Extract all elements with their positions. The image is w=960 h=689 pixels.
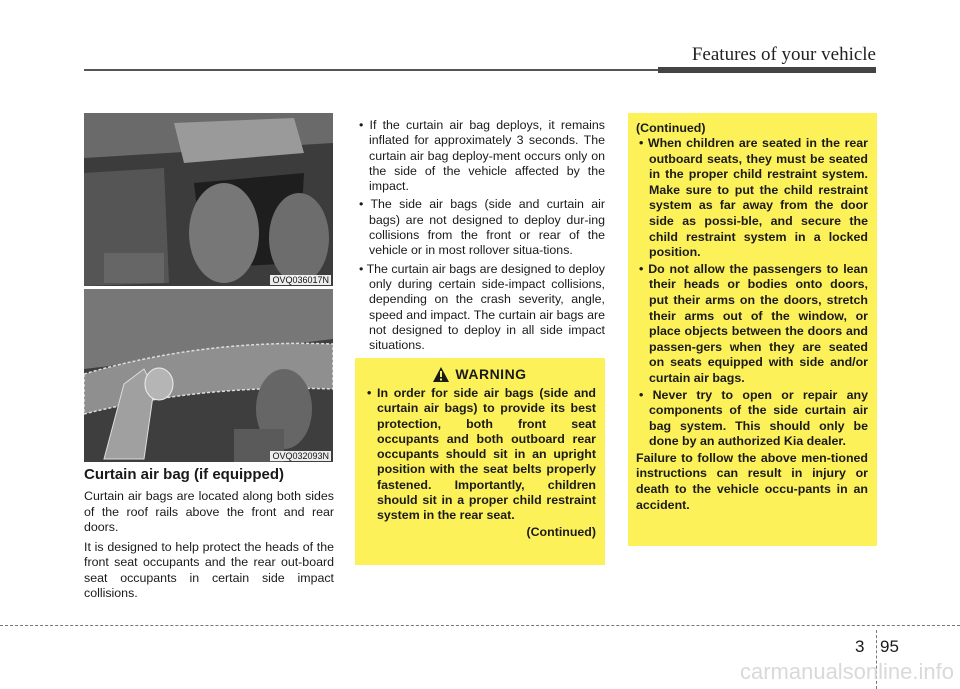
bullet-text: The curtain air bags are designed to deploy only during certain side-impact collisions, depending on the crash severity, angle, speed and impact. The curtain air bags are not designed to deploy in all side impact situations.: [366, 261, 606, 353]
footer-rule: [0, 625, 960, 626]
airbag-info-bullets: [355, 118, 605, 356]
section-paragraph: It is designed to help protect the heads of the front seat occupants and the rear out-board seat occupants in certain side impact collisions.: [84, 539, 334, 600]
header-rule-accent: [658, 67, 876, 73]
section-title: Curtain air bag (if equipped): [84, 466, 285, 483]
list-item: • Do not allow the passengers to lean their heads or bodies onto doors, put their arms on the doors, stretch their arms out of the window, or place objects between the doors and passen-gers when they are seated on seats equipped with side and/or curtain air bags.: [639, 261, 868, 385]
warning-box: [355, 358, 605, 565]
chapter-number: 3: [855, 637, 865, 656]
closing-warning: Failure to follow the above men-tioned instructions can result in injury or death to the vehicle occu-pants in an accident.: [636, 450, 868, 512]
interior-photo-2: [84, 289, 333, 462]
list-item: • If the curtain air bag deploys, it remains inflated for approximately 3 seconds. The curtain air bag deploy-ment occurs only on the side of the vehicle affected by the impact.: [359, 118, 605, 194]
page-number: 95: [880, 637, 899, 656]
page-header-title: Features of your vehicle: [691, 44, 876, 65]
photo-caption: OVQ036017N: [272, 275, 329, 285]
warning-text: Never try to open or repair any components of the side curtain air bag system. This should only be done by an authorized Kia dealer.: [649, 387, 868, 449]
list-item: • When children are seated in the rear outboard seats, they must be seated in the proper child restraint system. Make sure to put the child restraint system as far away from the door side as possi-ble, and secure the child restraint system in a locked position.: [639, 136, 868, 260]
continued-label: (Continued): [526, 524, 596, 539]
warning-heading-text: WARNING: [455, 366, 527, 382]
list-item: • The side air bags (side and curtain air bags) are not designed to deploy dur-ing collisions from the front or rear of the vehicle or in most rollover situa-tions.: [359, 197, 605, 258]
bullet-text: The side air bags (side and curtain air bags) are not designed to deploy dur-ing collisions from the front or rear of the vehicle or in most rollover situa-tions.: [369, 197, 605, 258]
continued-heading: (Continued): [636, 121, 706, 135]
curtain-airbag-section: [84, 466, 334, 606]
list-item: • Never try to open or repair any components of the side curtain air bag system. This should only be done by an authorized Kia dealer.: [639, 387, 868, 449]
section-paragraph: Curtain air bags are located along both sides of the roof rails above the front and rear doors.: [84, 489, 334, 534]
interior-photo-1: [84, 113, 333, 286]
warning-text: Do not allow the passengers to lean their heads or bodies onto doors, put their arms on the doors, stretch their arms out of the window, or place objects between the doors and passen-gers when they are seated on seats equipped with side and/or curtain air bags.: [648, 261, 868, 385]
list-item: • In order for side air bags (side and curtain air bags) to provide its best protection, both front seat occupants and both outboard rear occupants should sit in an upright position with the seat belts properly fastened. Importantly, children should sit in a proper child restraint system in the rear seat.: [367, 386, 596, 523]
warning-continued-box: [628, 113, 877, 546]
warning-text: In order for side air bags (side and curtain air bags) to provide its best protection, both front seat occupants and both outboard rear occupants should sit in an upright position with the seat belts properly fastened. Importantly, children should sit in a proper child restraint system in the rear seat.: [377, 386, 596, 523]
interior-illustration-1: [84, 113, 333, 286]
bullet-text: If the curtain air bag deploys, it remains inflated for approximately 3 seconds. The curtain air bag deploy-ment occurs only on the side of the vehicle affected by the impact.: [369, 118, 605, 194]
warning-text: When children are seated in the rear outboard seats, they must be seated in the proper child restraint system. Make sure to put the child restraint system as far away from the door side as possi-ble, and secure the child restraint system in a locked position.: [647, 136, 868, 260]
warning-heading: [364, 366, 596, 382]
photo-caption: OVQ032093N: [272, 451, 329, 461]
list-item: • The curtain air bags are designed to deploy only during certain side-impact collisions, depending on the crash severity, angle, speed and impact. The curtain air bags are not designed to deploy in all side impact situations.: [359, 261, 606, 353]
curtain-airbag-illustration: [84, 289, 333, 462]
watermark: carmanualsonline.info: [739, 659, 954, 684]
warning-triangle-icon: [433, 367, 449, 382]
